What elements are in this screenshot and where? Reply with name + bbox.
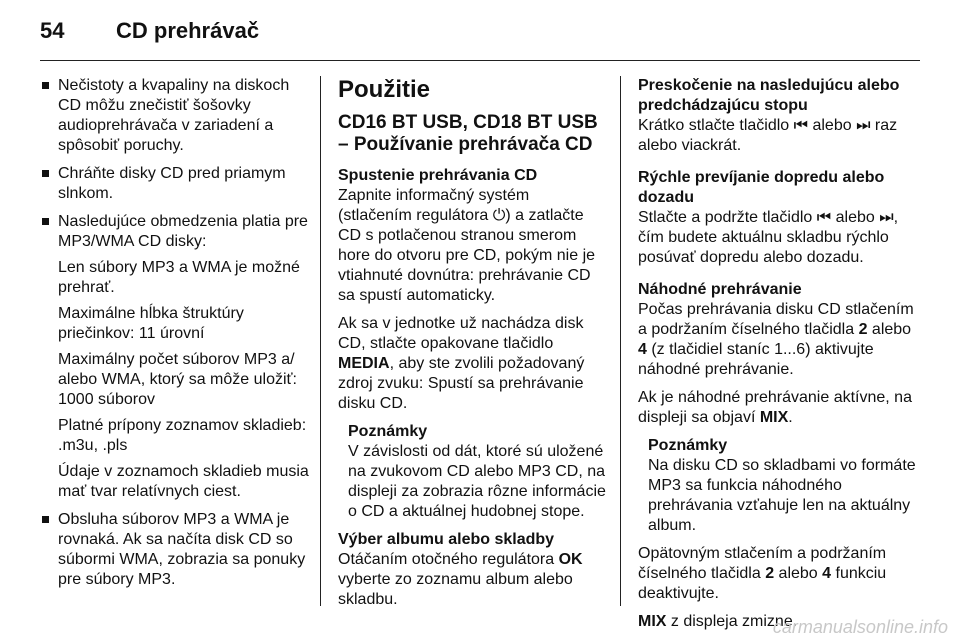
note-text: Na disku CD so skladbami vo formáte MP3 sa funkcia náhodného prehrávania vzťahuje len na aktuálny album.	[648, 457, 916, 534]
next-track-icon: ⏭	[856, 117, 871, 134]
page-title: CD prehrávač	[116, 18, 260, 43]
ok-key: OK	[558, 551, 583, 568]
list-item	[40, 212, 310, 502]
column-divider	[620, 76, 621, 606]
list-item-text: Nasledujúce obmedzenia platia pre MP3/WMA CD disky:	[58, 213, 308, 250]
page-number: 54	[40, 18, 65, 43]
ff-heading: Rýchle prevíjanie dopredu alebo dozadu	[638, 169, 885, 206]
mix-key: MIX	[759, 409, 789, 426]
media-text: Ak sa v jednotke už nachádza disk CD, stlačte opakovane tlačidlo MEDIA, aby ste zvolili požadovaný zdroj zvuku: Spustí sa prehrávanie disku CD.	[338, 315, 585, 412]
skip-heading: Preskočenie na nasledujúcu alebo predchádzajúcu stopu	[638, 77, 900, 114]
note-block	[648, 436, 920, 536]
section-heading: Použitie	[338, 76, 431, 103]
list-item: Obsluha súborov MP3 a WMA je rovnaká. Ak sa načíta disk CD so súbormi WMA, zobrazia sa ponuky pre súbory MP3.	[40, 510, 310, 590]
sub-item: Platné prípony zoznamov skladieb: .m3u, .pls	[58, 417, 307, 454]
random-text: Počas prehrávania disku CD stlačením a podržaním číselného tlačidla 2 alebo 4 (z tlačidiel staníc 1...6) aktivujte náhodné prehrávanie.	[638, 301, 914, 378]
next-track-icon: ⏭	[879, 209, 894, 226]
album-heading: Výber albumu alebo skladby	[338, 531, 555, 548]
column-right	[638, 76, 920, 640]
column-middle	[338, 76, 606, 618]
start-text: Zapnite informačný systém (stlačením regulátora ⏻) a zatlačte CD s potlačenou stranou smerom hore do otvoru pre CD, pokým nie je vtiahnuté dovnútra: prehrávanie CD sa spustí automaticky.	[338, 187, 596, 304]
fast-forward-block	[638, 168, 920, 268]
watermark-logo: carmanualsonline.info	[772, 617, 948, 637]
ff-text: Stlačte a podržte tlačidlo ⏮ alebo ⏭, čím budete aktuálnu skladbu rýchlo posúvať dopredu alebo dozadu.	[638, 209, 899, 266]
deactivate-text: Opätovným stlačením a podržaním číselného tlačidla 2 alebo 4 funkciu deaktivujte.	[638, 545, 887, 602]
section-subheading: CD16 BT USB, CD18 BT USB – Používanie prehrávača CD	[338, 112, 598, 155]
note-title: Poznámky	[348, 423, 428, 440]
sub-item: Maximálny počet súborov MP3 a/ alebo WMA, ktorý sa môže uložiť: 1000 súborov	[58, 351, 297, 408]
mix-text: MIX z displeja zmizne.	[638, 613, 798, 630]
album-text: Otáčaním otočného regulátora OK vyberte zo zoznamu album alebo skladbu.	[338, 551, 583, 608]
list-item: Nečistoty a kvapaliny na diskoch CD môžu znečistiť šošovky audioprehrávača v zariadení a spôsobiť poruchy.	[40, 76, 310, 156]
start-heading: Spustenie prehrávania CD	[338, 167, 538, 184]
note-title: Poznámky	[648, 437, 728, 454]
header-rule	[40, 60, 920, 61]
active-text: Ak je náhodné prehrávanie aktívne, na displeji sa objaví MIX.	[638, 389, 912, 426]
media-key: MEDIA	[338, 355, 390, 372]
prev-track-icon: ⏮	[816, 209, 832, 226]
sub-item: Len súbory MP3 a WMA je možné prehrať.	[58, 259, 300, 296]
note-block	[348, 422, 606, 522]
prev-track-icon: ⏮	[793, 117, 809, 134]
skip-block	[638, 76, 920, 156]
random-heading: Náhodné prehrávanie	[638, 281, 802, 298]
column-divider	[320, 76, 321, 606]
sub-item: Maximálne hĺbka štruktúry priečinkov: 11 úrovní	[58, 305, 244, 342]
page-header	[40, 18, 259, 48]
skip-text: Krátko stlačte tlačidlo ⏮ alebo ⏭ raz alebo viackrát.	[638, 117, 898, 154]
column-left	[40, 76, 310, 598]
note-text: V závislosti od dát, ktoré sú uložené na zvukovom CD alebo MP3 CD, na displeji za zobrazia rôzne informácie o CD a aktuálnej hudobnej stope.	[348, 443, 606, 520]
sub-item: Údaje v zoznamoch skladieb musia mať tvar relatívnych ciest.	[58, 463, 309, 500]
list-item: Chráňte disky CD pred priamym slnkom.	[40, 164, 310, 204]
mix-key: MIX	[638, 613, 667, 630]
bullet-list	[40, 76, 310, 590]
